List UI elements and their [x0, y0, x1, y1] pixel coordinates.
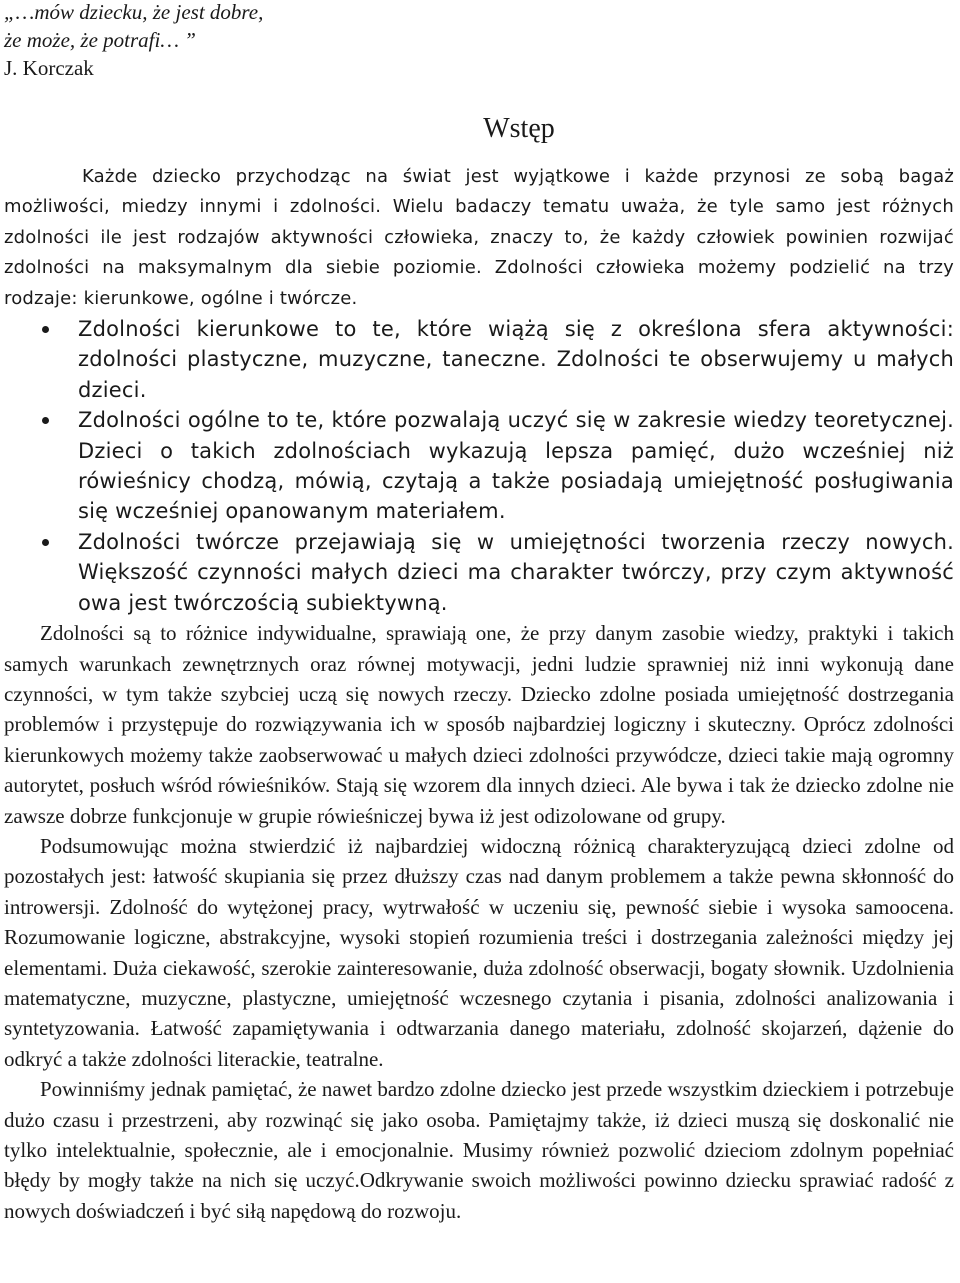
- bullet-icon: [42, 539, 49, 546]
- abilities-list: [4, 314, 954, 618]
- epigraph-line-2: że może, że potrafi… ”: [4, 28, 196, 52]
- body-paragraph-2: Podsumowując można stwierdzić iż najbardziej widoczną różnicą charakteryzującą dzieci zdolne od pozostałych jest: łatwość skupiania się przez dłuższy czas nad danym problemem a także pewna skłonność do introwersji. Zdolność do wytężonej pracy, wytrwałość w uczeniu się, pewność siebie i wysoka samoocena. Rozumowanie logiczne, abstrakcyjne, wysoki stopień rozumienia treści i dostrzegania zależności między jej elementami. Duża ciekawość, szerokie zainteresowanie, duża zdolność obserwacji, bogaty słownik. Uzdolnienia matematyczne, muzyczne, plastyczne, umiejętność wczesnego czytania i pisania, zdolności analizowania i syntetyzowania. Łatwość zapamiętywania i odtwarzania danego materiału, zdolność skojarzeń, dążenie do odkryć a także zdolności literackie, teatralne.: [4, 833, 954, 1071]
- document-page: [4, 0, 954, 1283]
- list-item-text: Zdolności ogólne to te, które pozwalają uczyć się w zakresie wiedzy teoretycznej. Dzieci o takich zdolnościach wykazują lepsza pamięć, dużo wcześniej niż rówieśnicy chodzą, mówią, czytają a także posiadają umiejętność posługiwania się wcześniej opanowanym materiałem.: [78, 408, 954, 524]
- intro-paragraph: Każde dziecko przychodząc na świat jest wyjątkowe i każde przynosi ze sobą bagaż możliwości, miedzy innymi i zdolności. Wielu badaczy tematu uważa, że tyle samo jest różnych zdolności ile jest rodzajów aktywności człowieka, znaczy to, że każdy człowiek powinien rozwijać zdolności na maksymalnym dla siebie poziomie. Zdolności człowieka możemy podzielić na trzy rodzaje: kierunkowe, ogólne i twórcze.: [4, 166, 954, 309]
- list-item-text: Zdolności kierunkowe to te, które wiążą się z określona sfera aktywności: zdolności plastyczne, muzyczne, taneczne. Zdolności te obserwujemy u małych dzieci.: [78, 317, 954, 402]
- epigraph-author: J. Korczak: [4, 56, 94, 80]
- bullet-icon: [42, 326, 49, 333]
- bullet-icon: [42, 417, 49, 424]
- epigraph-line-1: „…mów dziecku, że jest dobre,: [4, 0, 264, 24]
- list-item: [4, 527, 954, 618]
- list-item: [4, 405, 954, 527]
- list-item: [4, 314, 954, 405]
- epigraph: [4, 0, 954, 54]
- body-paragraph-1: Zdolności są to różnice indywidualne, sprawiają one, że przy danym zasobie wiedzy, praktyki i takich samych warunkach zewnętrznych oraz równej motywacji, jedni ludzie sprawniej niż inni wykonują dane czynności, w tym także szybciej uczą się nowych rzeczy. Dziecko zdolne posiada umiejętność dostrzegania problemów i przystępuje do rozwiązywania ich w sposób najbardziej logiczny i skuteczny. Oprócz zdolności kierunkowych możemy także zaobserwować u małych dzieci zdolności przywódcze, dzieci takie mają ogromny autorytet, posłuch wśród rówieśników. Stają się wzorem dla innych dzieci. Ale bywa i tak że dziecko zdolne nie zawsze dobrze funkcjonuje w grupie rówieśniczej bywa iż jest odizolowane od grupy.: [4, 621, 954, 828]
- list-item-text: Zdolności twórcze przejawiają się w umiejętności tworzenia rzeczy nowych. Większość czynności małych dzieci ma charakter twórczy, przy czym aktywność owa jest twórczością subiektywną.: [78, 529, 954, 615]
- body-paragraph-3: Powinniśmy jednak pamiętać, że nawet bardzo zdolne dziecko jest przede wszystkim dzieckiem i potrzebuje dużo czasu i przestrzeni, aby rozwinąć się jako osoba. Pamiętajmy także, iż dzieci muszą się doskonalić nie tylko intelektualnie, społecznie, ale i emocjonalnie. Musimy również pozwolić dzieciom zdolnym popełniać błędy by mogły także na nich się uczyć.Odkrywanie swoich możliwości powinno dziecku sprawiać radość z nowych doświadczeń i być siłą napędową do rozwoju.: [4, 1077, 954, 1223]
- section-title: Wstęp: [483, 113, 555, 144]
